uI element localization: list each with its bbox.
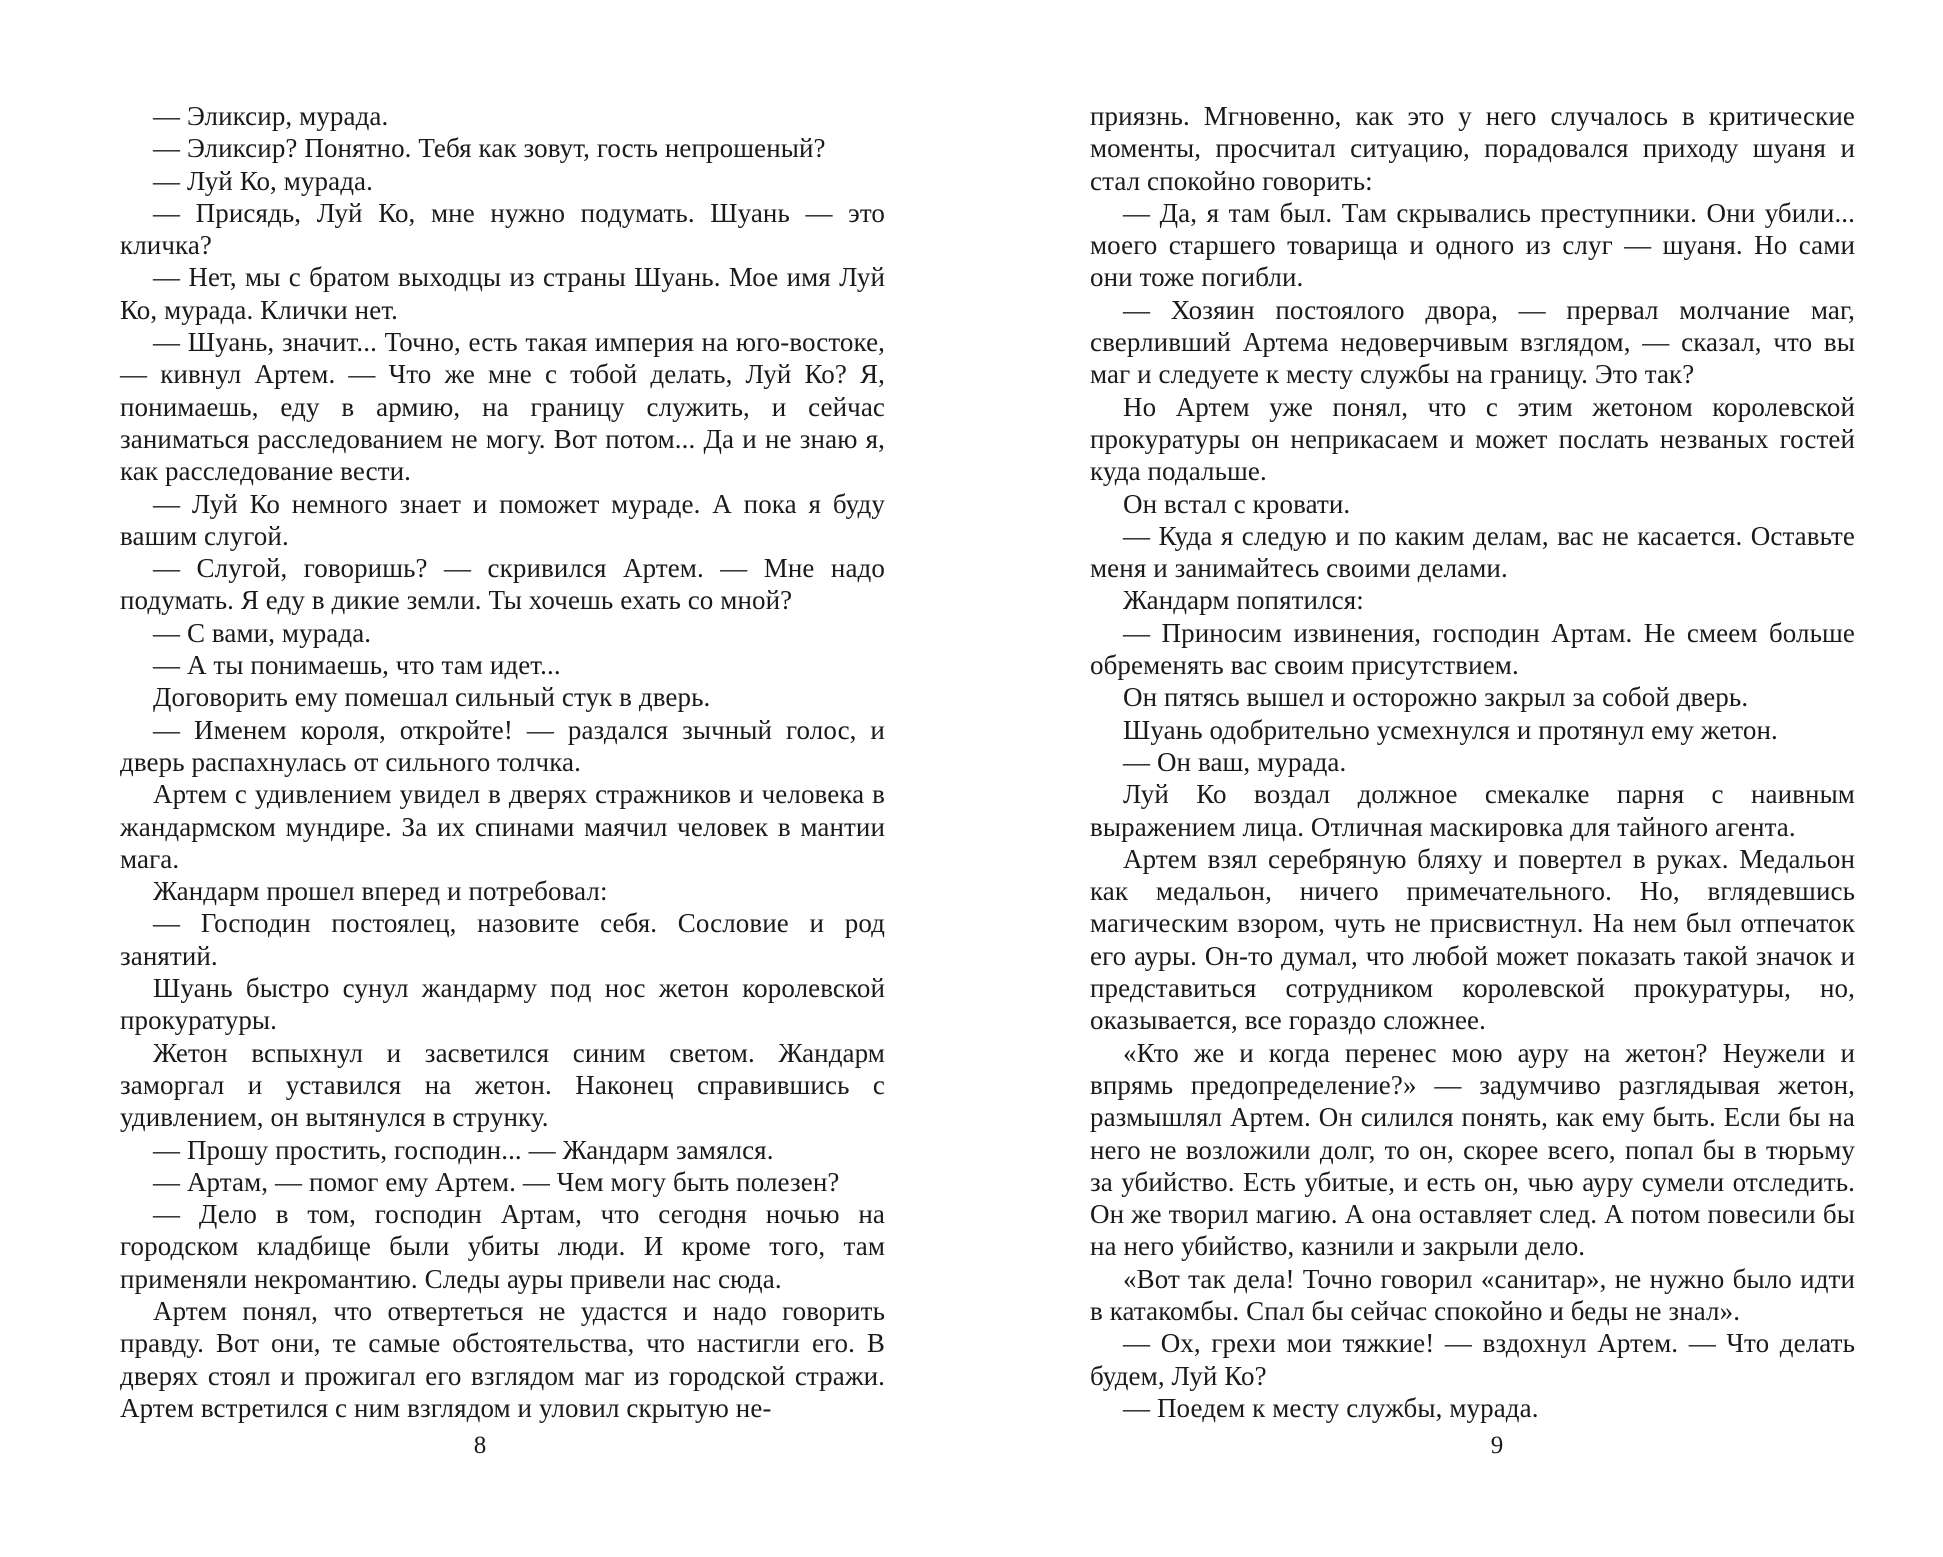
paragraph: — Ох, грехи мои тяжкие! — вздохнул Артем. — Что делать будем, Луй Ко?	[1090, 1328, 1855, 1391]
page-number-right: 9	[1490, 1432, 1504, 1459]
paragraph: Он пятясь вышел и осторожно закрыл за собой дверь.	[1123, 682, 1749, 713]
paragraph: Но Артем уже понял, что с этим жетоном королевской прокуратуры он неприкасаем и может послать незваных гостей куда подальше.	[1090, 391, 1855, 487]
paragraph: Жандарм попятился:	[1123, 585, 1364, 616]
paragraph: — Хозяин постоялого двора, — прервал молчание маг, сверливший Артема недоверчивым взглядом, — сказал, что вы маг и следуете к месту службы на границу. Это так?	[1090, 294, 1855, 390]
paragraph: — Луй Ко немного знает и поможет мураде. А пока я буду вашим слугой.	[120, 488, 885, 551]
paragraph: Договорить ему помешал сильный стук в дверь.	[153, 682, 711, 713]
paragraph: Шуань быстро сунул жандарму под нос жетон королевской прокуратуры.	[120, 973, 885, 1036]
paragraph: — Он ваш, мурада.	[1123, 746, 1347, 777]
paragraph-continued: приязнь. Мгновенно, как это у него случалось в критические моменты, просчитал ситуацию, порадовался приходу шуаня и стал спокойно говорить:	[1090, 101, 1855, 196]
paragraph: — А ты понимаешь, что там идет...	[153, 650, 561, 681]
paragraph: — Присядь, Луй Ко, мне нужно подумать. Шуань — это кличка?	[120, 197, 885, 261]
paragraph: — Эликсир, мурада.	[153, 101, 389, 131]
paragraph: Шуань одобрительно усмехнулся и протянул ему жетон.	[1123, 714, 1778, 745]
paragraph: Он встал с кровати.	[1123, 488, 1351, 519]
paragraph: — Эликсир? Понятно. Тебя как зовут, гость непрошеный?	[153, 133, 826, 164]
paragraph: — Приносим извинения, господин Артам. Не смеем больше обременять вас своим присутствием.	[1090, 617, 1855, 681]
right-page	[1090, 100, 1855, 1424]
paragraph: «Кто же и когда перенес мою ауру на жетон? Неужели и впрямь предопределение?» — задумчиво разглядывая жетон, размышлял Артем. Он силился понять, как ему быть. Если бы на него не возложили долг, то он, скорее всего, попал бы в тюрьму за убийство. Есть убитые, и есть он, чью ауру сумели отследить. Он же творил магию. А она оставляет след. А потом повесили бы на него убийство, казнили и закрыли дело.	[1090, 1037, 1855, 1262]
paragraph: — Именем короля, откройте! — раздался зычный голос, и дверь распахнулась от сильного толчка.	[120, 714, 885, 777]
paragraph: — Прошу простить, господин... — Жандарм замялся.	[153, 1134, 774, 1165]
paragraph: Артем с удивлением увидел в дверях стражников и человека в жандармском мундире. За их спинами маячил человек в мантии мага.	[120, 779, 885, 874]
paragraph: Жетон вспыхнул и засветился синим светом. Жандарм заморгал и уставился на жетон. Наконец справившись с удивлением, он вытянулся в струнку.	[120, 1037, 885, 1133]
paragraph: — Господин постоялец, назовите себя. Сословие и род занятий.	[120, 908, 885, 971]
paragraph: Луй Ко воздал должное смекалке парня с наивным выражением лица. Отличная маскировка для тайного агента.	[1090, 779, 1855, 842]
paragraph: «Вот так дела! Точно говорил «санитар», не нужно было идти в катакомбы. Спал бы сейчас спокойно и беды не знал».	[1090, 1263, 1855, 1326]
paragraph: — Да, я там был. Там скрывались преступники. Они убили... моего старшего товарища и одного из слуг — шуаня. Но сами они тоже погибли.	[1090, 197, 1855, 293]
paragraph: — Куда я следую и по каким делам, вас не касается. Оставьте меня и занимайтесь своими делами.	[1090, 520, 1855, 584]
paragraph: — С вами, мурада.	[153, 617, 372, 648]
left-page	[120, 100, 885, 1424]
page-number-left: 8	[473, 1432, 487, 1459]
paragraph: — Луй Ко, мурада.	[153, 165, 373, 196]
paragraph: — Поедем к месту службы, мурада.	[1123, 1392, 1539, 1423]
paragraph: Артем взял серебряную бляху и повертел в руках. Медальон как медальон, ничего примечательного. Но, вглядевшись магическим взором, чуть не присвистнул. На нем был отпечаток его ауры. Он-то думал, что любой может показать такой значок и представиться сотрудником королевской прокуратуры, но, оказывается, все гораздо сложнее.	[1090, 843, 1855, 1036]
paragraph: — Слугой, говоришь? — скривился Артем. — Мне надо подумать. Я еду в дикие земли. Ты хочешь ехать со мной?	[120, 553, 885, 616]
paragraph: — Артам, — помог ему Артем. — Чем могу быть полезен?	[153, 1166, 840, 1197]
paragraph: Артем понял, что отвертеться не удастся и надо говорить правду. Вот они, те самые обстоятельства, что настигли его. В дверях стоял и прожигал его взглядом маг из городской стражи. Артем встретился с ним взглядом и уловил скрытую не-	[120, 1295, 885, 1423]
paragraph: — Нет, мы с братом выходцы из страны Шуань. Мое имя Луй Ко, мурада. Клички нет.	[120, 262, 885, 325]
paragraph: — Шуань, значит... Точно, есть такая империя на юго-востоке, — кивнул Артем. — Что же мне с тобой делать, Луй Ко? Я, понимаешь, еду в армию, на границу служить, и сейчас заниматься расследованием не могу. Вот потом... Да и не знаю я, как расследование вести.	[120, 327, 885, 487]
paragraph: Жандарм прошел вперед и потребовал:	[153, 876, 608, 907]
paragraph: — Дело в том, господин Артам, что сегодня ночью на городском кладбище были убиты люди. И кроме того, там применяли некромантию. Следы ауры привели нас сюда.	[120, 1199, 885, 1294]
